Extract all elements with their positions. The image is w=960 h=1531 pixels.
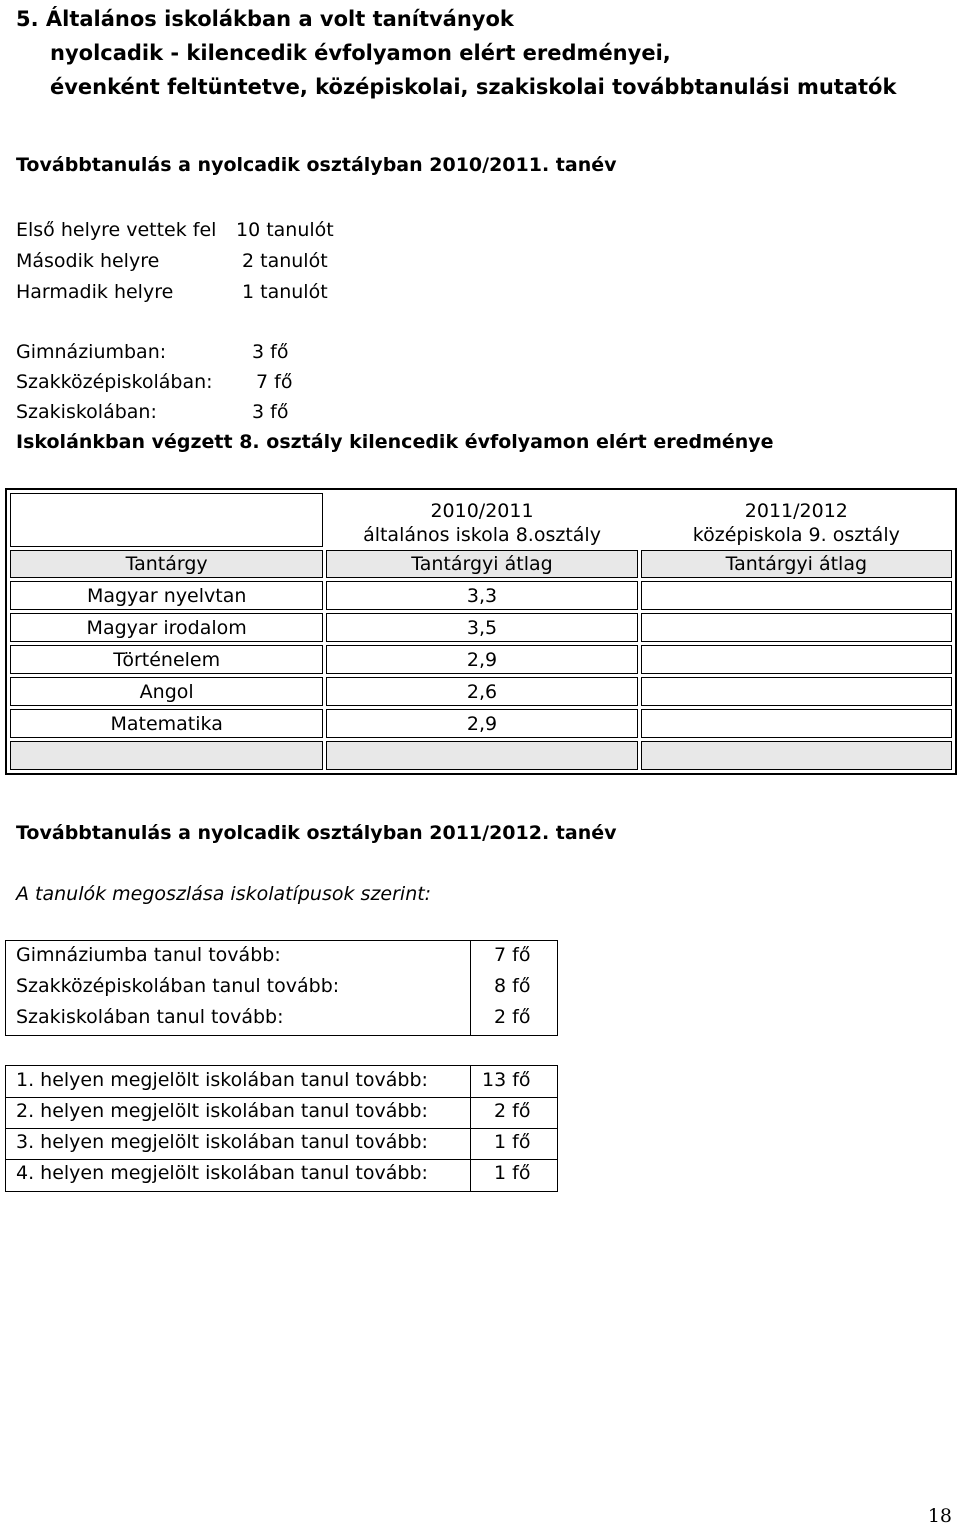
subject-cell: Magyar irodalom [10,613,323,642]
header-year-2-line1: 2011/2012 [744,500,848,522]
page-number: 18 [927,1505,952,1527]
heading-line-2: nyolcadik - kilencedik évfolyamon elért eredményei, [50,41,671,65]
places-row-line [5,1128,558,1129]
header-year-1-line2: általános iskola 8.osztály [363,524,601,546]
col-subject-header: Tantárgy [10,550,323,578]
school-value: 7 fő [256,371,293,393]
footer-cell [641,741,952,770]
column-header-row [10,550,952,578]
table-row [10,581,952,610]
place-choice-value: 2 fő [494,1100,531,1122]
header-year-2 [641,493,952,547]
table-row [10,645,952,674]
school-value: 3 fő [252,401,289,423]
section2-title: Továbbtanulás a nyolcadik osztályban 2011/2012. tanév [16,822,617,844]
avg2-cell [641,645,952,674]
subject-cell: Történelem [10,645,323,674]
type-value: 7 fő [494,944,531,966]
place-choice-label: 3. helyen megjelölt iskolában tanul tovább: [16,1131,428,1153]
section2-subtitle: A tanulók megoszlása iskolatípusok szerint: [16,883,432,905]
place-choice-label: 4. helyen megjelölt iskolában tanul tovább: [16,1162,428,1184]
place-choice-value: 1 fő [494,1162,531,1184]
avg1-cell: 2,6 [326,677,637,706]
avg2-cell [641,581,952,610]
place-choice-value: 13 fő [482,1069,531,1091]
places-row-line [5,1097,558,1098]
school-label: Szakiskolában: [16,401,157,423]
heading-line-1: 5. Általános iskolákban a volt tanítványok [16,7,514,31]
type-label: Gimnáziumba tanul tovább: [16,944,281,966]
header-empty-cell [10,493,323,547]
school-types-divider [470,940,471,1036]
avg1-cell: 2,9 [326,645,637,674]
type-label: Szakiskolában tanul tovább: [16,1006,284,1028]
footer-cell [10,741,323,770]
type-value: 2 fő [494,1006,531,1028]
type-value: 8 fő [494,975,531,997]
col-avg2-header: Tantárgyi átlag [641,550,952,578]
section1-title: Továbbtanulás a nyolcadik osztályban 2010/2011. tanév [16,154,617,176]
school-label: Gimnáziumban: [16,341,167,363]
avg1-cell: 3,3 [326,581,637,610]
school-value: 3 fő [252,341,289,363]
footer-cell [326,741,637,770]
school-label: Szakközépiskolában: [16,371,213,393]
avg2-cell [641,677,952,706]
type-label: Szakközépiskolában tanul tovább: [16,975,340,997]
header-year-1 [326,493,637,547]
table-row [10,709,952,738]
table-header-row [10,493,952,547]
places-row-line [5,1159,558,1160]
subject-cell: Magyar nyelvtan [10,581,323,610]
place-value: 1 tanulót [242,281,328,303]
place-label: Harmadik helyre [16,281,174,303]
place-label: Első helyre vettek fel [16,219,217,241]
heading-line-3: évenként feltüntetve, középiskolai, szakiskolai továbbtanulási mutatók [50,75,897,99]
header-year-1-line1: 2010/2011 [430,500,534,522]
table-row [10,613,952,642]
place-choice-label: 2. helyen megjelölt iskolában tanul tovább: [16,1100,428,1122]
avg1-cell: 2,9 [326,709,637,738]
place-choice-value: 1 fő [494,1131,531,1153]
place-choice-label: 1. helyen megjelölt iskolában tanul tovább: [16,1069,428,1091]
subject-cell: Angol [10,677,323,706]
grades-table [5,488,957,775]
results-title: Iskolánkban végzett 8. osztály kilencedik évfolyamon elért eredménye [16,431,774,453]
place-label: Második helyre [16,250,160,272]
subject-cell: Matematika [10,709,323,738]
place-value: 10 tanulót [236,219,334,241]
place-value: 2 tanulót [242,250,328,272]
table-row [10,677,952,706]
avg2-cell [641,709,952,738]
header-year-2-line2: középiskola 9. osztály [692,524,900,546]
table-footer-row [10,741,952,770]
avg1-cell: 3,5 [326,613,637,642]
col-avg1-header: Tantárgyi átlag [326,550,637,578]
avg2-cell [641,613,952,642]
